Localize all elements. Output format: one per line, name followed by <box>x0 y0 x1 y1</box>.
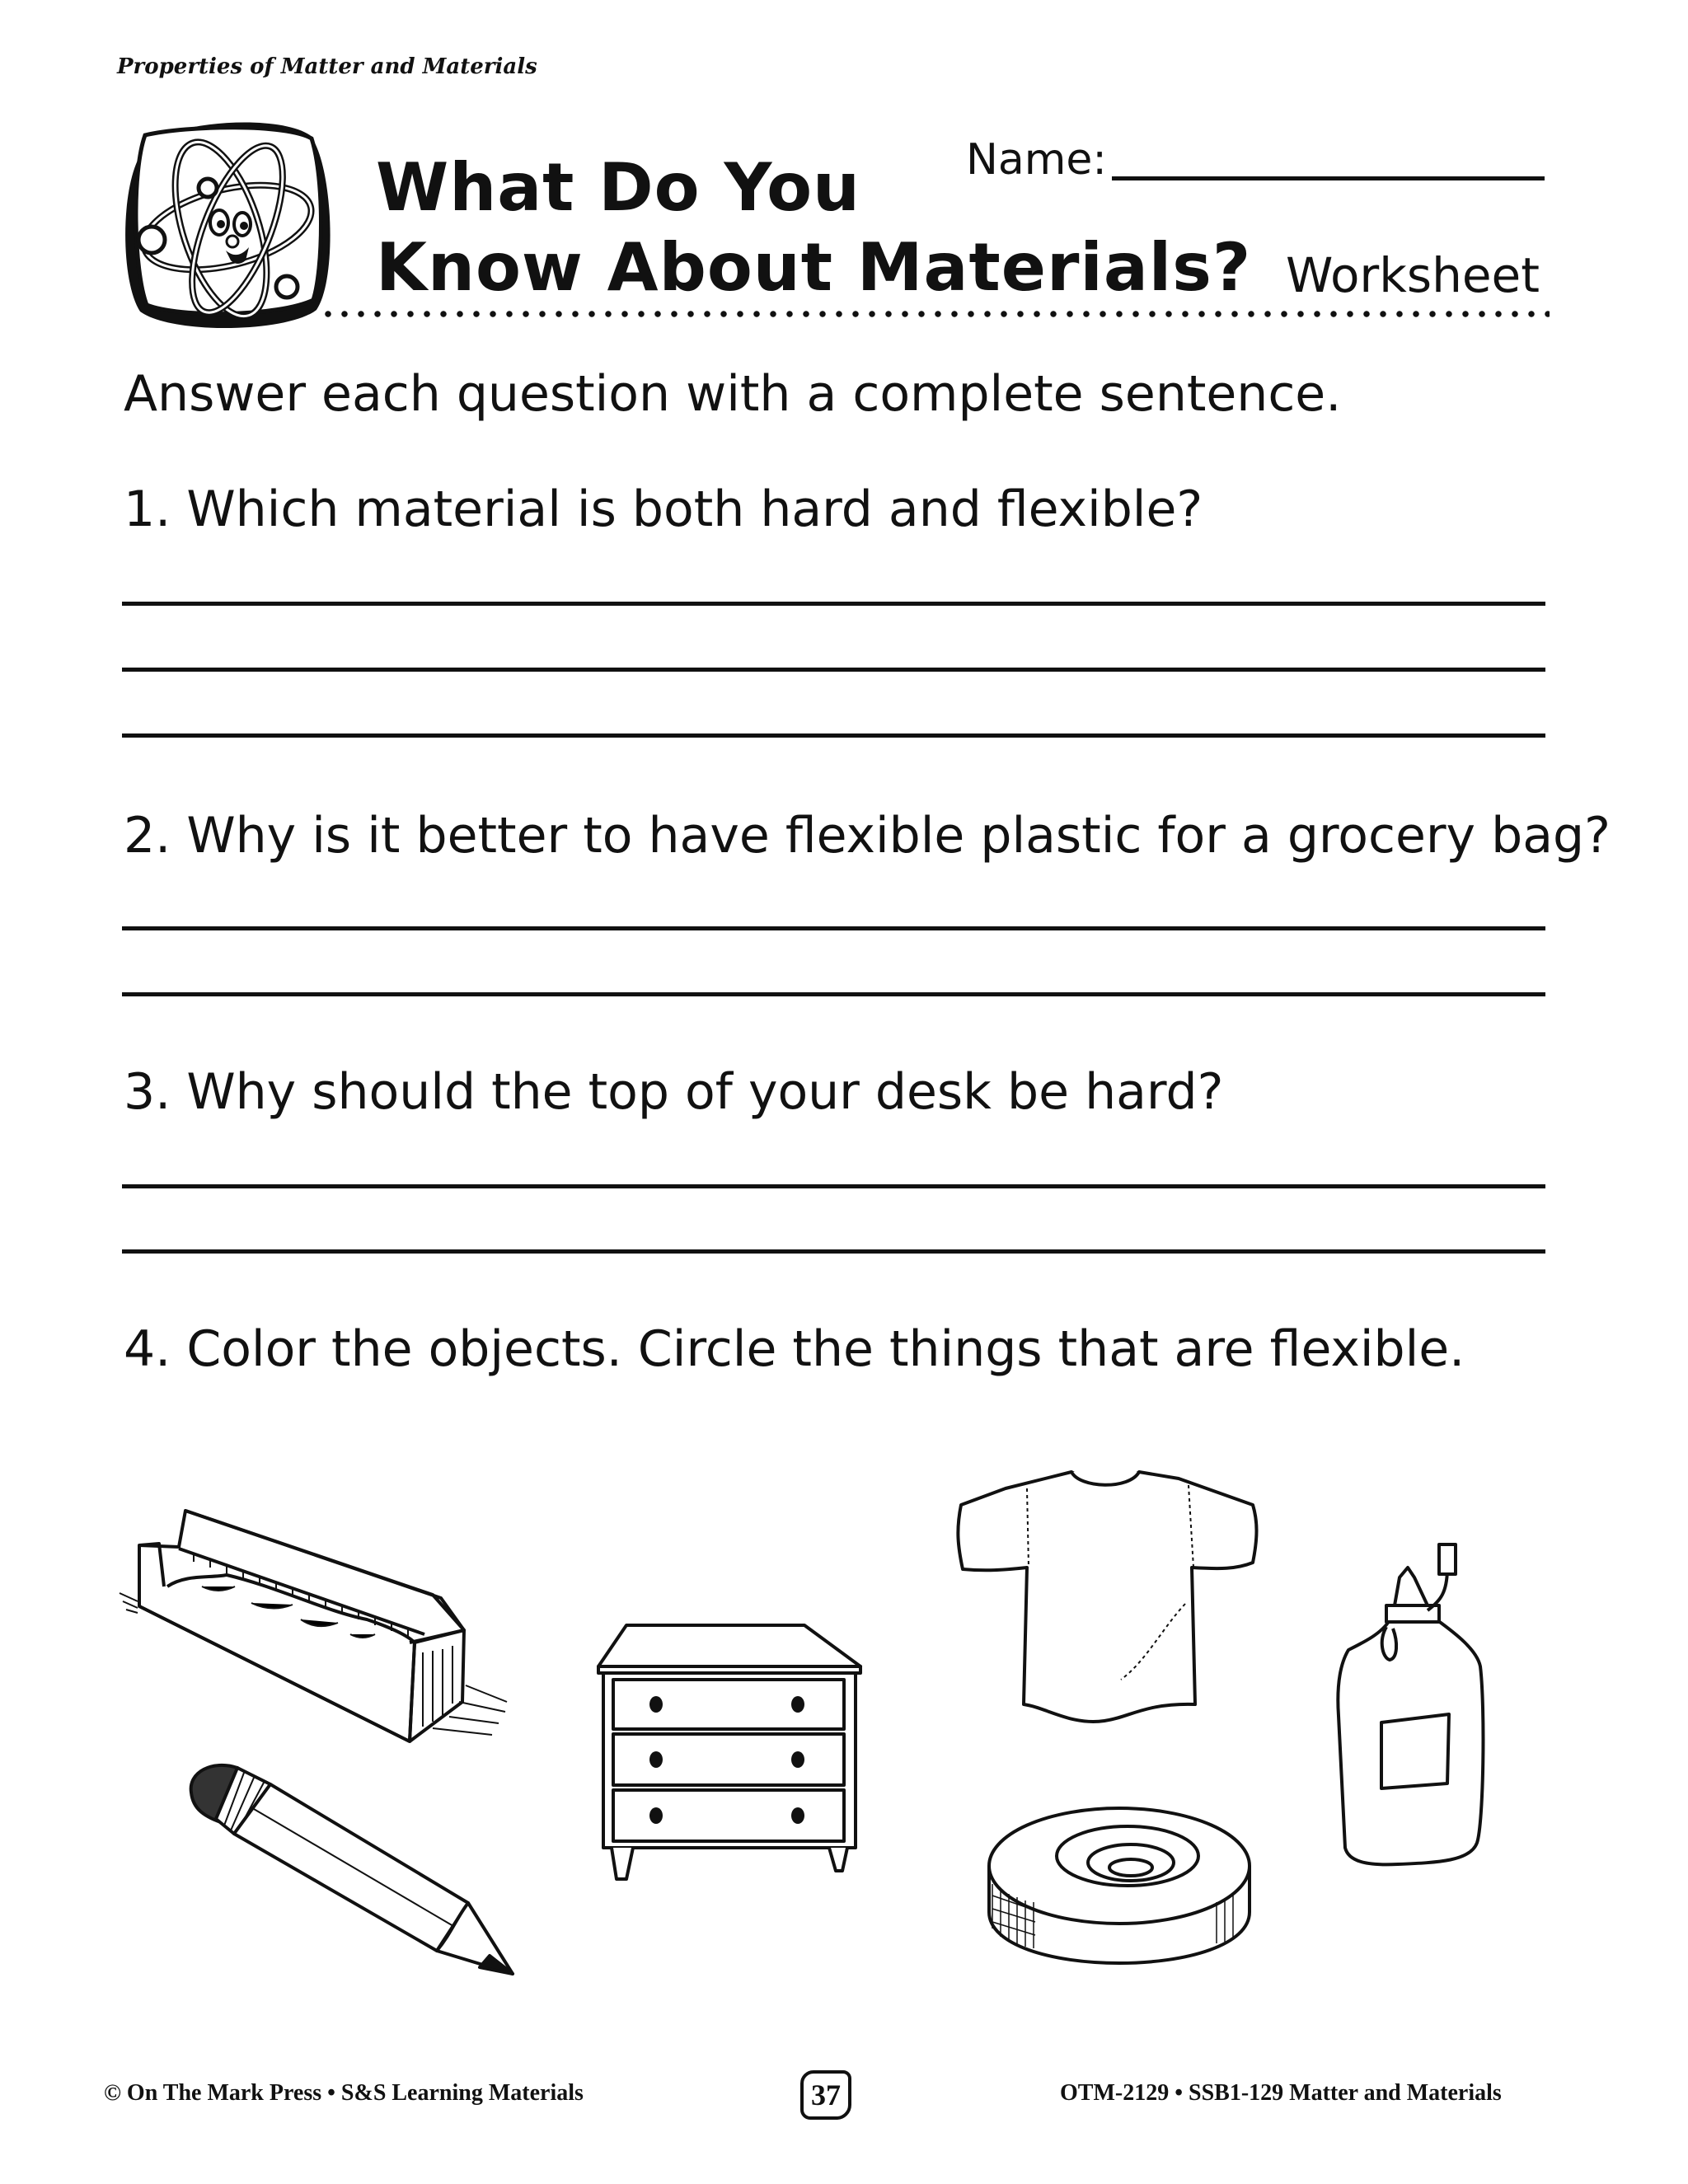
glue-bottle-icon[interactable] <box>1332 1543 1502 1868</box>
answer-line-q2-1[interactable] <box>122 926 1545 930</box>
t-shirt-icon[interactable] <box>956 1464 1256 1724</box>
pencil-icon[interactable] <box>180 1760 518 1978</box>
question-2: 2. Why is it better to have flexible plastic for a grocery bag? <box>124 807 1611 865</box>
dresser-icon[interactable] <box>597 1624 867 1881</box>
footer-copyright: © On The Mark Press • S&S Learning Materials <box>104 2080 584 2106</box>
name-label: Name: <box>966 135 1107 185</box>
answer-line-q1-2[interactable] <box>122 668 1545 672</box>
answer-line-q3-1[interactable] <box>122 1184 1545 1188</box>
question-4: 4. Color the objects. Circle the things that are flexible. <box>124 1320 1465 1378</box>
series-title: Properties of Matter and Materials <box>117 54 537 79</box>
page-number: 37 <box>811 2079 841 2111</box>
smiling-atom-icon <box>122 114 333 333</box>
footer-catalog-info: OTM-2129 • SSB1-129 Matter and Materials <box>1060 2080 1502 2106</box>
foil-box-icon[interactable] <box>120 1496 548 1747</box>
page-number-badge <box>800 2070 851 2120</box>
worksheet-title-line1: What Do You <box>376 149 860 226</box>
question-3: 3. Why should the top of your desk be hard? <box>124 1063 1224 1121</box>
name-field-line[interactable] <box>1112 176 1545 180</box>
tire-icon[interactable] <box>986 1805 1253 1965</box>
answer-line-q1-1[interactable] <box>122 602 1545 606</box>
instructions: Answer each question with a complete sentence. <box>124 365 1342 423</box>
answer-line-q3-2[interactable] <box>122 1249 1545 1254</box>
question-1: 1. Which material is both hard and flexible? <box>124 480 1203 538</box>
dotted-divider <box>320 310 1550 318</box>
answer-line-q1-3[interactable] <box>122 733 1545 738</box>
worksheet-label: Worksheet <box>1286 247 1540 303</box>
worksheet-title-line2: Know About Materials? <box>376 229 1252 306</box>
answer-line-q2-2[interactable] <box>122 992 1545 996</box>
